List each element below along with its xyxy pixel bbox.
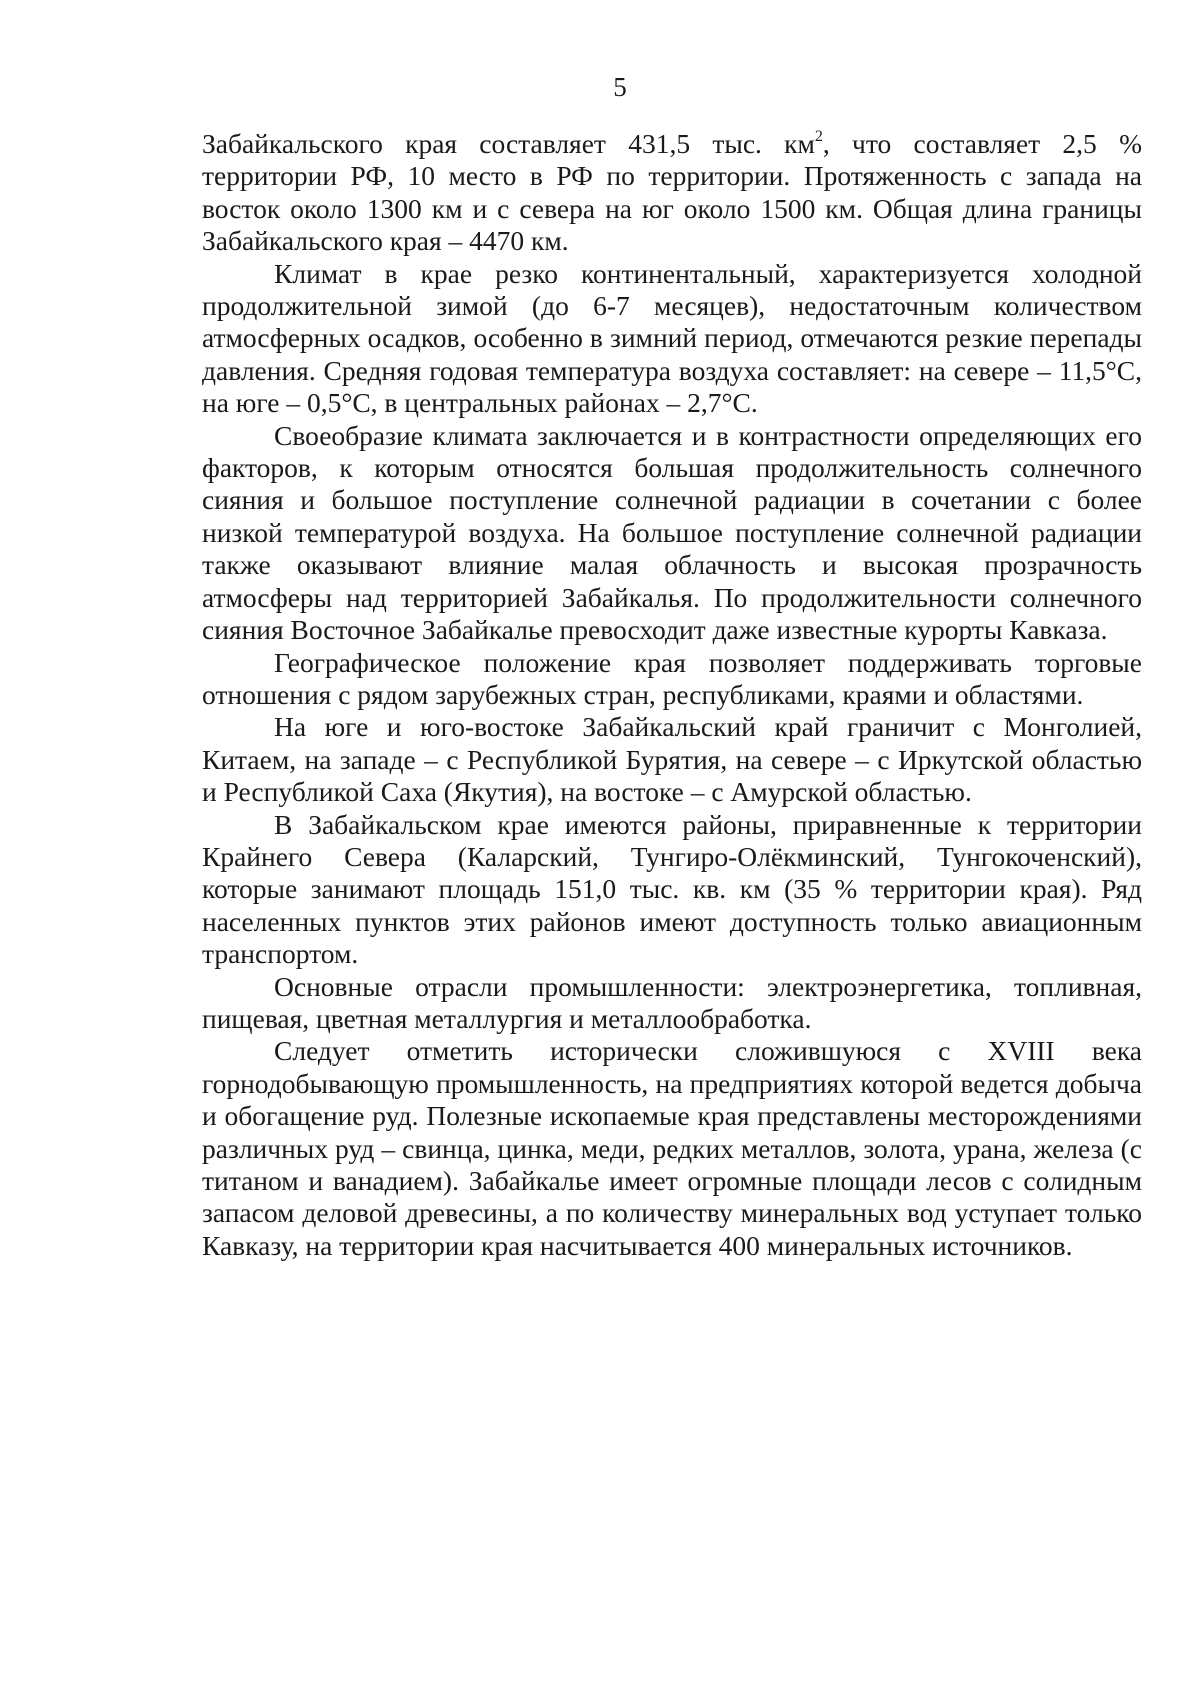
- paragraph-climate-factors: Своеобразие климата заключается и в контрастности определяющих его факторов, к которым относятся большая продолжительность солнечного сияния и большое поступление солнечной радиации в сочетании с более низкой температурой воздуха. На большое поступление солнечной радиации также оказывают влияние малая облачность и высокая прозрачность атмосферы над территорией Забайкалья. По продолжительности солнечного сияния Восточное Забайкалье превосходит даже известные курорты Кавказа.: [202, 419, 1142, 646]
- paragraph-far-north: В Забайкальском крае имеются районы, приравненные к территории Крайнего Севера (Каларский, Тунгиро-Олёкминский, Тунгокоченский), которые занимают площадь 151,0 тыс. кв. км (35 % территории края). Ряд населенных пунктов этих районов имеют доступность только авиационным транспортом.: [202, 808, 1142, 970]
- paragraph-area-text: Забайкальского края составляет 431,5 тыс. км: [202, 128, 815, 159]
- paragraph-climate: Климат в крае резко континентальный, характеризуется холодной продолжительной зимой (до 6-7 месяцев), недостаточным количеством атмосферных осадков, особенно в зимний период, отмечаются резкие перепады давления. Средняя годовая температура воздуха составляет: на севере – 11,5°С, на юге – 0,5°С, в центральных районах – 2,7°С.: [202, 257, 1142, 419]
- page-number: 5: [613, 72, 627, 102]
- paragraph-area-text-continued: , что составляет 2,5 % территории РФ, 10 место в РФ по территории. Протяженность с запада на восток около 1300 км и с севера на юг около 1500 км. Общая длина границы Забайкальского края – 4470 км.: [202, 128, 1142, 257]
- superscript-squared: 2: [814, 127, 823, 145]
- paragraph-mining: Следует отметить исторически сложившуюся с XVIII века горнодобывающую промышленность, на предприятиях которой ведется добыча и обогащение руд. Полезные ископаемые края представлены месторождениями различных руд – свинца, цинка, меди, редких металлов, золота, урана, железа (с титаном и ванадием). Забайкалье имеет огромные площади лесов с солидным запасом деловой древесины, а по количеству минеральных вод уступает только Кавказу, на территории края насчитывается 400 минеральных источников.: [202, 1035, 1142, 1261]
- paragraph-geographic-position: Географическое положение края позволяет поддерживать торговые отношения с рядом зарубежных стран, республиками, краями и областями.: [202, 646, 1142, 710]
- paragraph-industry: Основные отрасли промышленности: электроэнергетика, топливная, пищевая, цветная металлургия и металлообработка.: [202, 970, 1142, 1034]
- document-body: [202, 128, 1142, 1262]
- paragraph-area: [202, 128, 1142, 258]
- paragraph-borders: На юге и юго-востоке Забайкальский край граничит с Монголией, Китаем, на западе – с Республикой Бурятия, на севере – с Иркутской областью и Республикой Саха (Якутия), на востоке – с Амурской областью.: [202, 711, 1142, 808]
